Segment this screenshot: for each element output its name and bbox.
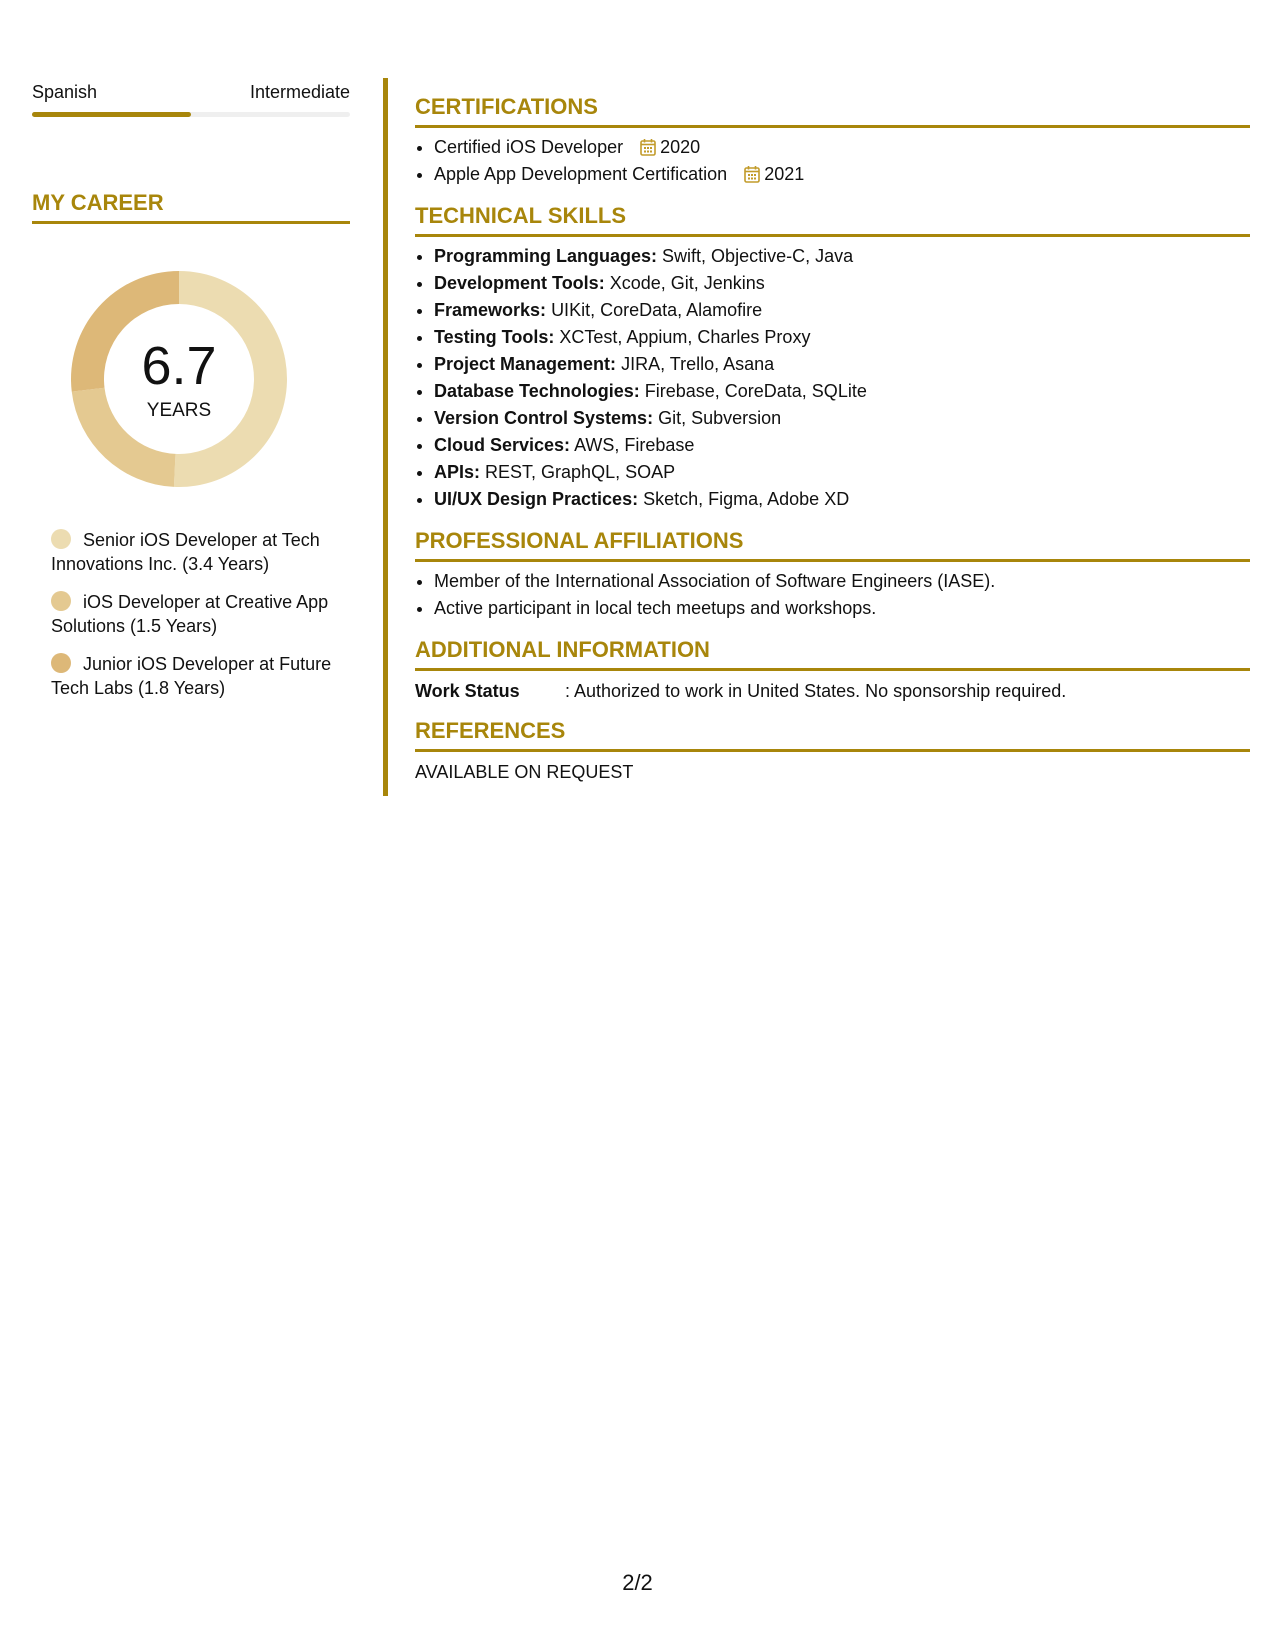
certification-date [640, 137, 700, 157]
certification-year: 2021 [764, 164, 805, 184]
skill-item [434, 324, 1250, 351]
work-status-label: Work Status [415, 681, 520, 701]
skill-label: Project Management: [434, 354, 617, 374]
skill-item [434, 459, 1250, 486]
career-legend-item [51, 590, 350, 638]
skill-item [434, 486, 1250, 513]
column-divider [383, 78, 388, 796]
skill-value: Sketch, Figma, Adobe XD [643, 489, 850, 509]
references-text: AVAILABLE ON REQUEST [415, 762, 634, 782]
career-legend-item [51, 528, 350, 576]
skill-label: Database Technologies: [434, 381, 640, 401]
skill-label: Cloud Services: [434, 435, 571, 455]
certification-item [434, 161, 1250, 188]
legend-dot [51, 653, 71, 673]
additional-info-section-title: ADDITIONAL INFORMATION [415, 636, 1250, 671]
left-column [32, 80, 350, 714]
right-column [415, 93, 1250, 784]
skill-value: Xcode, Git, Jenkins [609, 273, 765, 293]
skill-label: Development Tools: [434, 273, 605, 293]
certification-name: Certified iOS Developer [434, 137, 624, 157]
skill-label: APIs: [434, 462, 481, 482]
certifications-list [415, 134, 1250, 188]
skill-value: UIKit, CoreData, Alamofire [551, 300, 763, 320]
career-donut-chart [66, 266, 292, 492]
career-legend [32, 528, 350, 700]
skill-label: Programming Languages: [434, 246, 658, 266]
certification-item [434, 134, 1250, 161]
certifications-section-title: CERTIFICATIONS [415, 93, 1250, 128]
skill-value: Firebase, CoreData, SQLite [644, 381, 867, 401]
skill-item [434, 243, 1250, 270]
career-legend-label: iOS Developer at Creative App Solutions (1.5 Years) [51, 592, 329, 636]
skill-value: JIRA, Trello, Asana [621, 354, 775, 374]
certification-name: Apple App Development Certification [434, 164, 728, 184]
certification-year: 2020 [660, 137, 701, 157]
affiliations-section-title: PROFESSIONAL AFFILIATIONS [415, 527, 1250, 562]
donut-center [66, 266, 292, 492]
skill-item [434, 270, 1250, 297]
page-number: 2/2 [622, 1570, 653, 1595]
skill-item [434, 351, 1250, 378]
career-legend-item [51, 652, 350, 700]
language-name: Spanish [32, 82, 98, 102]
language-proficiency-fill [32, 112, 191, 117]
work-status-row [415, 679, 1250, 703]
skill-value: REST, GraphQL, SOAP [485, 462, 676, 482]
references-section-title: REFERENCES [415, 717, 1250, 752]
certification-date [744, 164, 804, 184]
career-total-unit: YEARS [146, 400, 212, 421]
legend-dot [51, 591, 71, 611]
career-section-title: MY CAREER [32, 189, 350, 224]
skill-value: Swift, Objective-C, Java [662, 246, 854, 266]
affiliations-list [415, 568, 1250, 622]
language-proficiency-bar [32, 112, 350, 117]
affiliation-item: • Active participant in local tech meetups and workshops. [434, 595, 1250, 622]
skills-section-title: TECHNICAL SKILLS [415, 202, 1250, 237]
career-legend-label: Junior iOS Developer at Future Tech Labs (1.8 Years) [51, 654, 332, 698]
skill-label: UI/UX Design Practices: [434, 489, 639, 509]
work-status-value: : Authorized to work in United States. No sponsorship required. [565, 681, 1067, 701]
skill-item [434, 378, 1250, 405]
affiliation-item: • Member of the International Association of Software Engineers (IASE). [434, 568, 1250, 595]
skill-item [434, 432, 1250, 459]
skill-label: Frameworks: [434, 300, 547, 320]
skill-item [434, 405, 1250, 432]
language-row [32, 80, 350, 104]
skill-label: Version Control Systems: [434, 408, 654, 428]
skills-list [415, 243, 1250, 513]
legend-dot [51, 529, 71, 549]
career-total-years: 6.7 [141, 336, 217, 396]
skill-label: Testing Tools: [434, 327, 555, 347]
language-level: Intermediate [249, 82, 350, 102]
skill-value: AWS, Firebase [574, 435, 695, 455]
skill-item [434, 297, 1250, 324]
calendar-icon [744, 165, 760, 183]
career-legend-label: Senior iOS Developer at Tech Innovations Inc. (3.4 Years) [51, 530, 320, 574]
calendar-icon [640, 138, 656, 156]
skill-value: XCTest, Appium, Charles Proxy [559, 327, 811, 347]
skill-value: Git, Subversion [658, 408, 782, 428]
